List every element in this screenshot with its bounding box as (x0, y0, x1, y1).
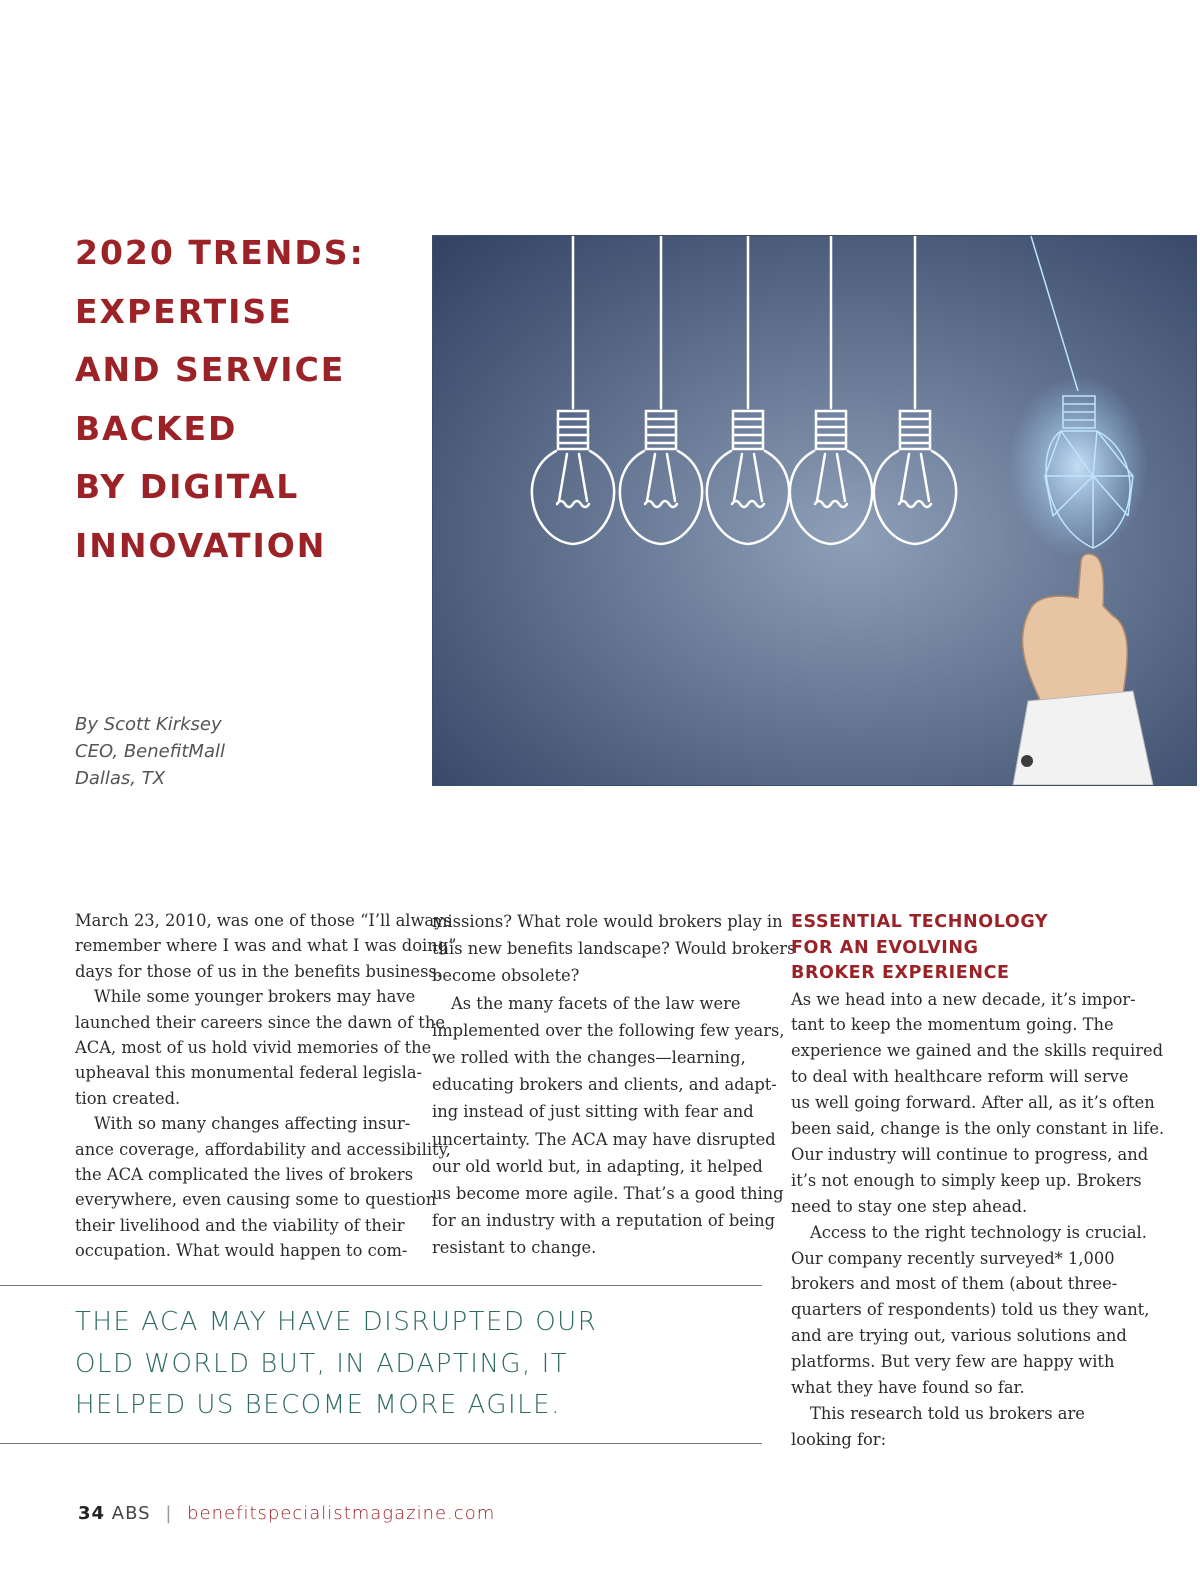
article-title (75, 224, 415, 575)
body-text-line: uncertainty. The ACA may have disrupted (432, 1129, 776, 1149)
body-text-line: our old world but, in adapting, it helped (432, 1156, 763, 1176)
body-text-line: for an industry with a reputation of being (432, 1211, 776, 1231)
heading-line: ESSENTIAL TECHNOLOGY (791, 912, 1049, 932)
title-line: BY DIGITAL (75, 467, 300, 506)
body-text-line: us well going forward. After all, as it’s often (791, 1093, 1155, 1113)
hero-image (432, 235, 1197, 786)
pullquote-line: HELPED US BECOME MORE AGILE. (75, 1390, 561, 1420)
body-text-line: remember where I was and what I was doing” (75, 936, 457, 956)
title-line: BACKED (75, 408, 238, 448)
body-text-line: experience we gained and the skills required (791, 1041, 1164, 1061)
body-text-line: platforms. But very few are happy with (791, 1352, 1115, 1372)
body-text-line: educating brokers and clients, and adapt- (432, 1075, 777, 1095)
body-text-line: brokers and most of them (about three- (791, 1274, 1118, 1294)
section-heading (791, 910, 1131, 987)
body-text-line: we rolled with the changes—learning, (432, 1048, 746, 1068)
publication-name: ABS (111, 1503, 151, 1524)
body-text-line: to deal with healthcare reform will serve (791, 1067, 1129, 1087)
pullquote-top-rule (0, 1285, 762, 1286)
body-text-line: As the many facets of the law were (451, 993, 741, 1013)
heading-line: FOR AN EVOLVING (791, 937, 979, 958)
body-text-line: missions? What role would brokers play in (432, 912, 783, 931)
body-text-line: quarters of respondents) told us they want, (791, 1300, 1150, 1320)
body-text-line: their livelihood and the viability of their (75, 1215, 405, 1235)
body-text-line: Access to the right technology is crucial. (810, 1222, 1147, 1242)
body-text-line: this new benefits landscape? Would brokers (432, 939, 796, 959)
body-text-line: and are trying out, various solutions and (791, 1326, 1127, 1346)
page-number: 34 (78, 1503, 106, 1524)
body-text-line: As we head into a new decade, it’s impor- (791, 989, 1136, 1009)
body-text-line: days for those of us in the benefits business. (75, 961, 442, 981)
body-text-line: need to stay one step ahead. (791, 1196, 1028, 1216)
body-text-line: Our industry will continue to progress, and (791, 1144, 1149, 1164)
body-text-line: been said, change is the only constant in life. (791, 1119, 1165, 1139)
pullquote-line: OLD WORLD BUT, IN ADAPTING, IT (75, 1348, 569, 1379)
body-text-line: looking for: (791, 1429, 887, 1449)
body-text-line: us become more agile. That’s a good thing (432, 1184, 784, 1204)
pullquote-line: THE ACA MAY HAVE DISRUPTED OUR (75, 1307, 598, 1337)
page-footer (78, 1503, 495, 1524)
body-text-line: tion created. (75, 1088, 181, 1108)
body-text-line: everywhere, even causing some to question (75, 1190, 437, 1210)
pullquote-bottom-rule (0, 1443, 762, 1444)
body-text-line: occupation. What would happen to com- (75, 1241, 408, 1261)
body-text-line: ing instead of just sitting with fear and (432, 1102, 754, 1122)
title-line: EXPERTISE (75, 291, 293, 331)
body-text-line: March 23, 2010, was one of those “I’ll always (75, 911, 452, 930)
title-line: AND SERVICE (75, 350, 346, 389)
footer-separator: | (165, 1503, 173, 1524)
body-text-line: While some younger brokers may have (94, 987, 416, 1007)
body-text-line: implemented over the following few years, (432, 1020, 785, 1040)
body-text-line: Our company recently surveyed* 1,000 (791, 1248, 1115, 1268)
title-line: INNOVATION (75, 525, 327, 565)
body-text-line: ACA, most of us hold vivid memories of the (75, 1038, 432, 1058)
title-line: 2020 TRENDS: (75, 233, 365, 272)
section-body (791, 987, 1165, 1453)
website-link[interactable]: benefitspecialistmagazine.com (187, 1503, 496, 1524)
author-name: By Scott Kirksey (75, 714, 222, 735)
heading-line: BROKER EXPERIENCE (791, 963, 1010, 983)
body-column-2 (432, 908, 796, 1262)
lightbulbs-newtons-cradle-icon (433, 236, 1196, 785)
byline (75, 711, 225, 792)
author-location: Dallas, TX (75, 768, 166, 789)
body-text-line: upheaval this monumental federal legisla- (75, 1063, 423, 1083)
body-column-1 (75, 908, 457, 1264)
body-text-line: With so many changes affecting insur- (94, 1114, 411, 1134)
body-text-line: become obsolete? (432, 966, 580, 986)
author-title: CEO, BenefitMall (75, 741, 225, 762)
body-text-line: resistant to change. (432, 1238, 597, 1258)
body-text-line: This research told us brokers are (810, 1404, 1085, 1423)
body-text-line: it’s not enough to simply keep up. Brokers (791, 1170, 1142, 1190)
body-text-line: launched their careers since the dawn of the (75, 1012, 445, 1032)
body-column-3 (791, 910, 1165, 1453)
body-text-line: the ACA complicated the lives of brokers (75, 1165, 414, 1185)
body-text-line: tant to keep the momentum going. The (791, 1015, 1114, 1035)
body-text-line: ance coverage, affordability and accessibility, (75, 1139, 451, 1159)
pull-quote (75, 1302, 755, 1427)
body-text-line: what they have found so far. (791, 1378, 1025, 1398)
